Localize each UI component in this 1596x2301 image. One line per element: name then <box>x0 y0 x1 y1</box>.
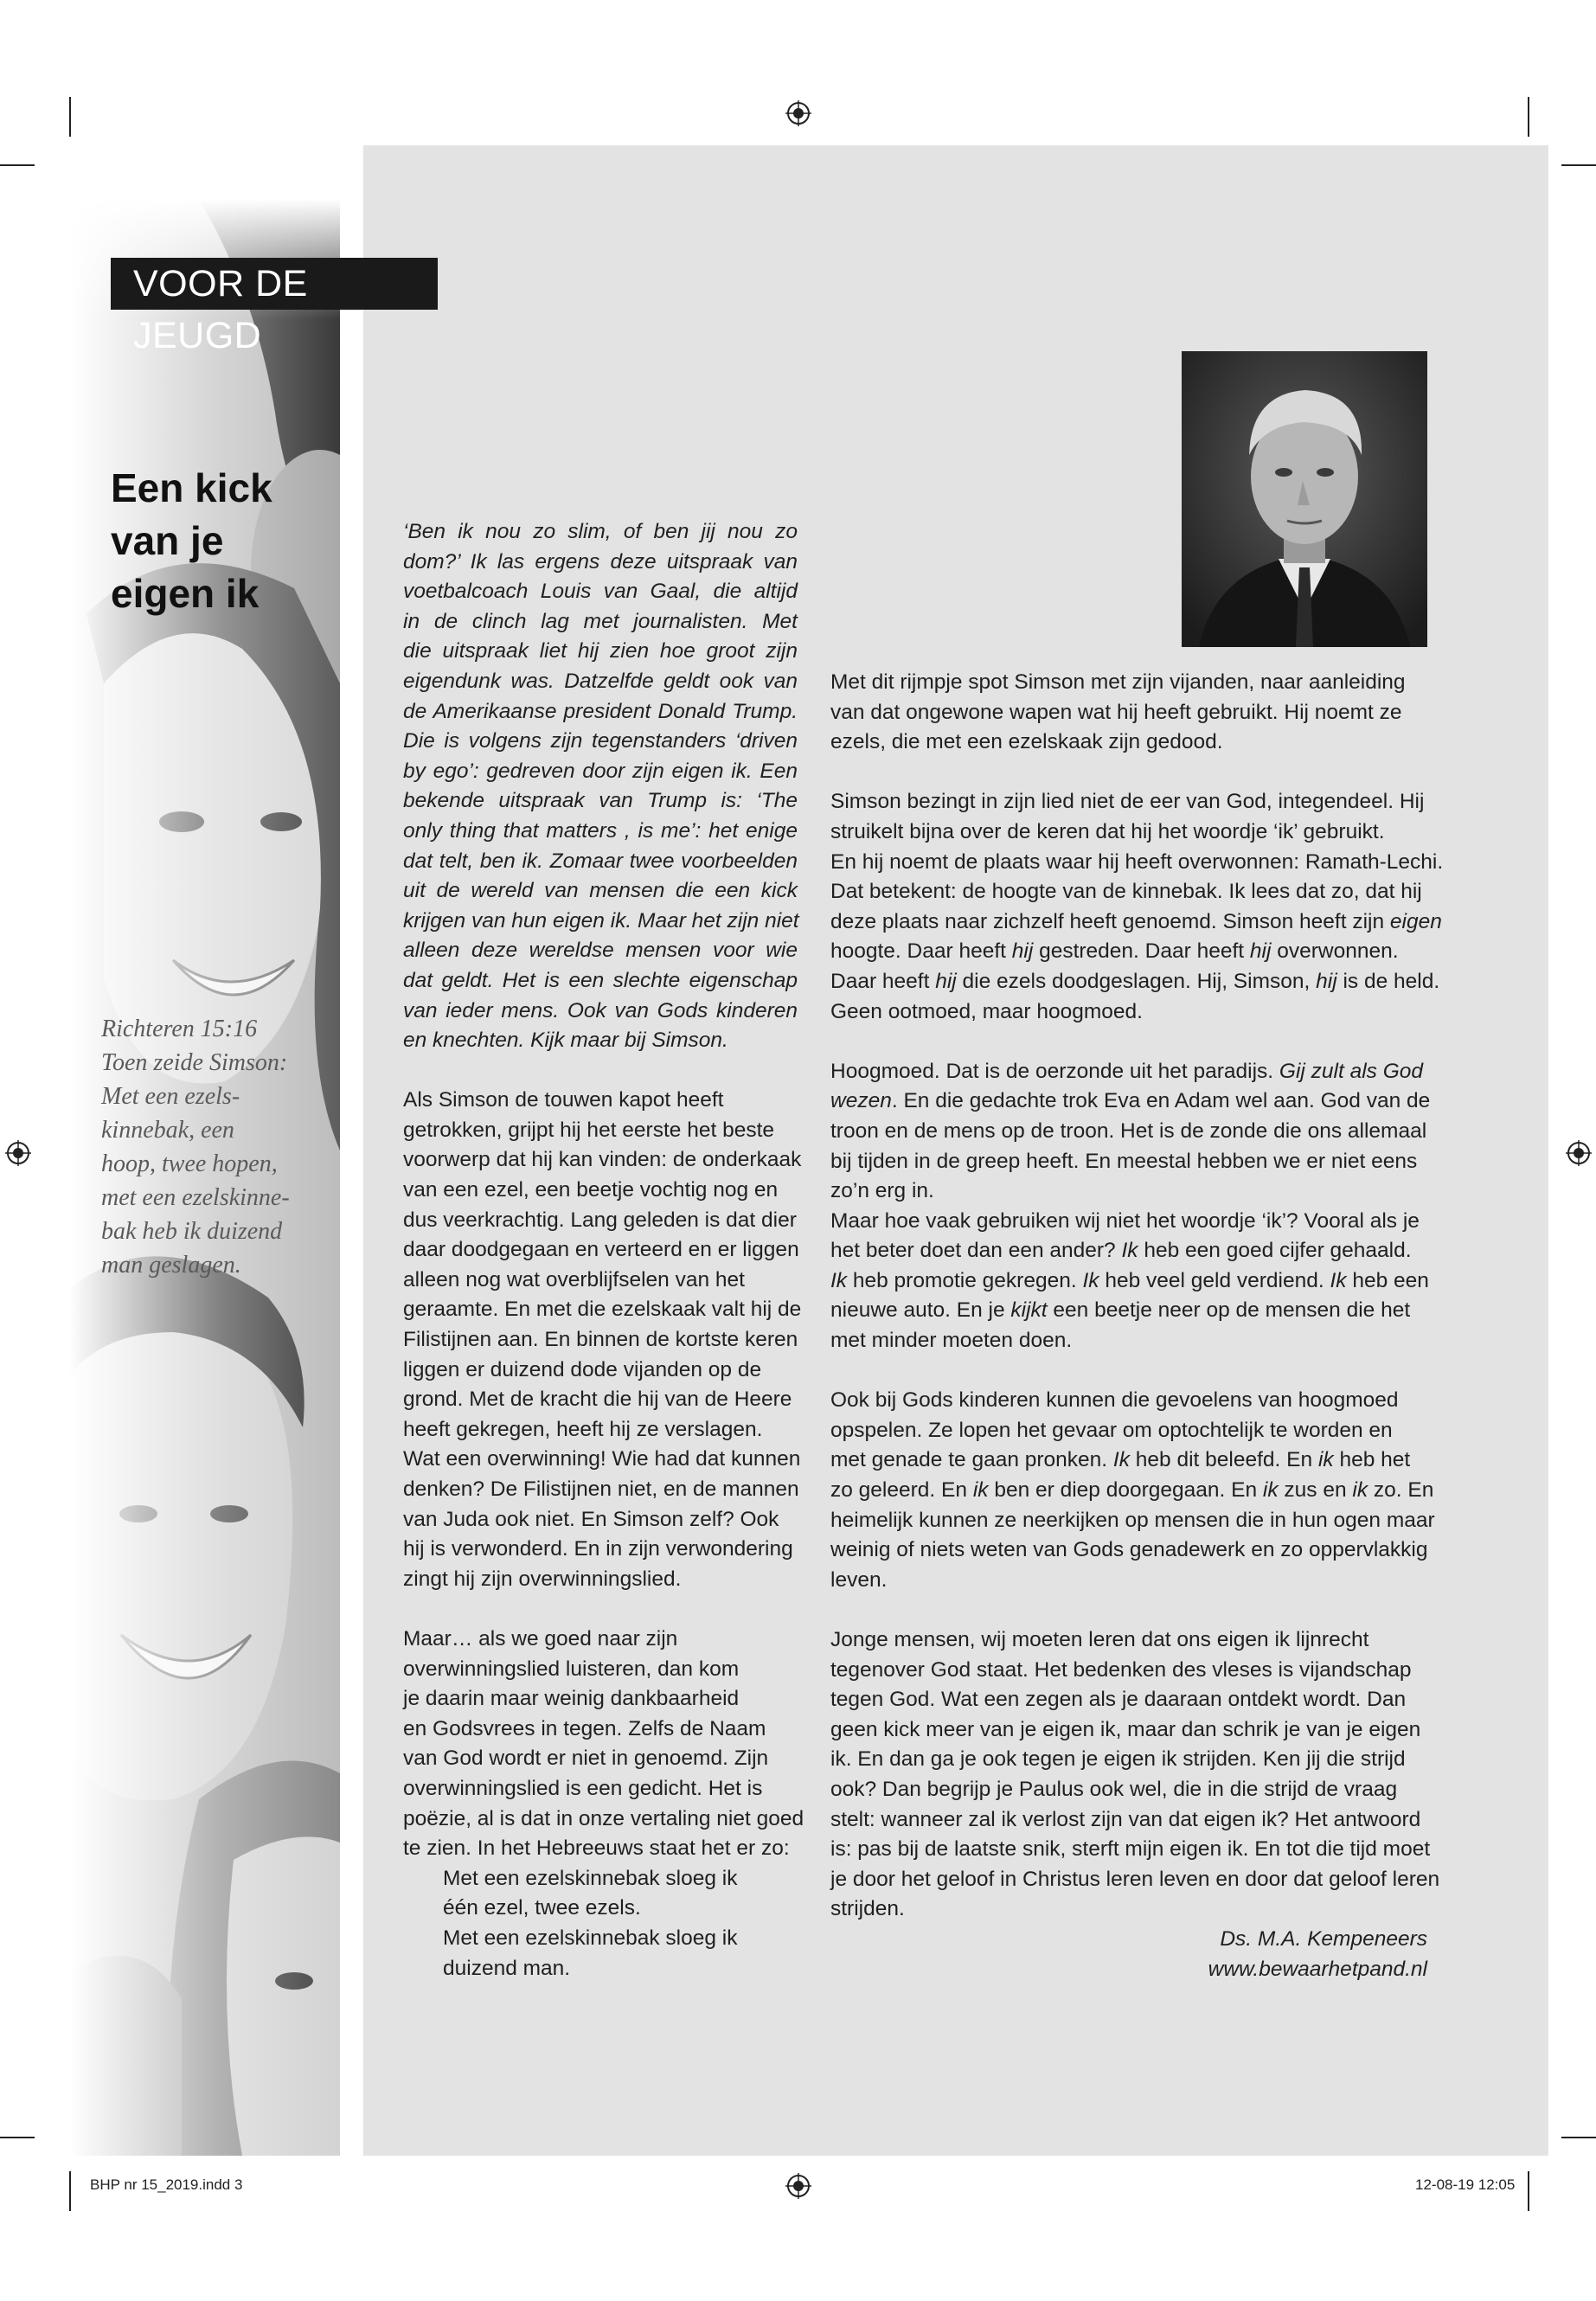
intro-line: de Amerikaanse president Donald Trump. <box>403 699 798 723</box>
text-line: zo’n erg in. <box>830 1179 934 1203</box>
registration-mark-icon <box>1566 1140 1592 1166</box>
paragraph <box>830 787 1444 1027</box>
text-line: denken? De Filistijnen niet, en de mannen <box>403 1477 799 1501</box>
text-line: strijden. <box>830 1897 905 1921</box>
text-line: voorwerp dat hij kan vinden: de onderkaak <box>403 1148 802 1172</box>
text-line: nieuwe auto. En je kijkt een beetje neer op de mensen die het <box>830 1298 1411 1323</box>
text-line: opspelen. Ze lopen het gevaar om optochtelijk te worden en <box>830 1418 1393 1442</box>
intro-line: dat geldt. Het is een slechte eigenschap <box>403 968 798 992</box>
article-column-1 <box>403 517 804 1984</box>
text-line: ook? Dan begrijp je Paulus ook wel, die in die strijd de vraag <box>830 1777 1398 1801</box>
text-line: heimelijk kunnen ze neerkijken op mensen die in hun ogen maar <box>830 1508 1435 1532</box>
text-line: liggen er duizend dode vijanden op de <box>403 1357 762 1381</box>
poem-line: duizend man. <box>443 1956 571 1980</box>
verse-line: Met een ezels- <box>101 1083 240 1110</box>
poem-line: één ezel, twee ezels. <box>443 1896 641 1920</box>
registration-mark-icon <box>785 2173 811 2199</box>
text-line: Hoogmoed. Dat is de oerzonde uit het paradijs. Gij zult als God <box>830 1059 1424 1083</box>
intro-line: in de clinch lag met journalisten. Met <box>403 609 798 633</box>
paragraph <box>403 1086 802 1594</box>
date-slug: 12-08-19 12:05 <box>1415 2176 1516 2193</box>
intro-line: Die is volgens zijn tegenstanders ‘driven <box>403 729 798 753</box>
intro-line: bekende uitspraak van Trump is: ‘The <box>403 789 798 813</box>
text-line: Dat betekent: de hoogte van de kinnebak. Ik lees dat zo, dat hij <box>830 880 1422 904</box>
intro-line: uit de wereld van mensen die een kick <box>403 879 798 903</box>
text-line: en Godsvrees in tegen. Zelfs de Naam <box>403 1716 766 1740</box>
crop-mark <box>69 2171 71 2211</box>
text-line: ik. En dan ga je ook tegen je eigen ik strijden. Ken jij die strijd <box>830 1747 1406 1772</box>
text-line: grond. Met de kracht die hij van de Heere <box>403 1388 792 1412</box>
intro-line: ‘Ben ik nou zo slim, of ben jij nou zo <box>403 520 798 543</box>
text-line: te zien. In het Hebreeuws staat het er zo: <box>403 1836 790 1861</box>
text-line: zingt hij zijn overwinningslied. <box>403 1567 682 1591</box>
text-line: weinig of niets weten van Gods genadewerk en zo oppervlakkig <box>830 1538 1428 1562</box>
paragraph <box>403 1625 804 1864</box>
intro-line: die uitspraak liet hij zien hoe groot zijn <box>403 639 798 663</box>
text-line: alleen nog wat overblijfselen van het <box>403 1267 745 1292</box>
section-label: VOOR DE JEUGD <box>111 258 438 310</box>
text-line: geen kick meer van je eigen ik, maar dan schrik je van je eigen <box>830 1717 1421 1741</box>
text-line: Met dit rijmpje spot Simson met zijn vijanden, naar aanleiding <box>830 670 1406 694</box>
article-title <box>111 462 301 620</box>
crop-mark <box>0 2137 35 2138</box>
text-line: Ik heb promotie gekregen. Ik heb veel geld verdiend. Ik heb een <box>830 1268 1429 1292</box>
text-line: Filistijnen aan. En binnen de kortste keren <box>403 1328 798 1352</box>
title-line: van je <box>111 518 224 563</box>
registration-mark-icon <box>5 1140 31 1166</box>
intro-line: only thing that matters , is me’: het enige <box>403 818 798 843</box>
file-slug: BHP nr 15_2019.indd 3 <box>90 2176 243 2193</box>
text-line: daar doodgegaan en verteerd en er liggen <box>403 1238 799 1262</box>
crop-mark <box>1528 97 1529 137</box>
intro-line: eigendunk was. Datzelfde geldt ook van <box>403 669 798 693</box>
text-line: met minder moeten doen. <box>830 1329 1073 1353</box>
bible-verse <box>101 1012 317 1282</box>
poem-line: Met een ezelskinnebak sloeg ik <box>443 1926 738 1950</box>
intro-line: krijgen van hun eigen ik. Maar het zijn niet <box>403 908 799 933</box>
intro-line: voetbalcoach Louis van Gaal, die altijd <box>403 580 798 604</box>
text-line: Simson bezingt in zijn lied niet de eer van God, integendeel. Hij <box>830 790 1425 814</box>
text-line: dus veerkrachtig. Lang geleden is dat dier <box>403 1208 797 1232</box>
intro-line: van ieder mens. Ook van Gods kinderen <box>403 998 798 1022</box>
paragraph <box>830 668 1427 758</box>
verse-line: bak heb ik duizend <box>101 1218 283 1245</box>
text-line: struikelt bijna over de keren dat hij het woordje ‘ik’ gebruikt. <box>830 819 1385 843</box>
intro-paragraph <box>403 517 798 1056</box>
intro-line: by ego’: gedreven door zijn eigen ik. Een <box>403 759 798 783</box>
crop-mark <box>69 97 71 137</box>
text-line: Daar heeft hij die ezels doodgeslagen. Hij, Simson, hij is de held. <box>830 969 1440 993</box>
text-line: hij is verwonderd. En in zijn verwondering <box>403 1537 793 1561</box>
text-line: Wat een overwinning! Wie had dat kunnen <box>403 1447 801 1471</box>
title-line: Een kick <box>111 465 272 510</box>
text-line: Maar… als we goed naar zijn <box>403 1626 678 1650</box>
author-name: Ds. M.A. Kempeneers <box>1220 1926 1427 1951</box>
intro-line: dom?’ Ik las ergens deze uitspraak van <box>403 549 798 574</box>
text-line: van God wordt er niet in genoemd. Zijn <box>403 1747 769 1771</box>
text-line: overwinningslied is een gedicht. Het is <box>403 1776 763 1800</box>
text-line: hoogte. Daar heeft hij gestreden. Daar heeft hij overwonnen. <box>830 939 1399 964</box>
text-line: stelt: wanneer zal ik verlost zijn van dat eigen ik? Het antwoord <box>830 1807 1421 1831</box>
paragraph <box>830 1386 1435 1595</box>
text-line: deze plaats naar zichzelf heeft genoemd. Simson heeft zijn eigen <box>830 909 1442 933</box>
registration-mark-icon <box>785 100 811 126</box>
text-line: heeft gekregen, heeft hij ze verslagen. <box>403 1417 763 1441</box>
text-line: Als Simson de touwen kapot heeft <box>403 1088 724 1112</box>
text-line: Jonge mensen, wij moeten leren dat ons eigen ik lijnrecht <box>830 1628 1369 1651</box>
text-line: met genade te gaan pronken. Ik heb dit beleefd. En ik heb het <box>830 1448 1411 1472</box>
text-line: tegen God. Wat een zegen als je daaraan ontdekt wordt. Dan <box>830 1688 1407 1712</box>
crop-mark <box>1561 164 1596 166</box>
article-column-2 <box>830 668 1444 1984</box>
text-line: bij tijden in de greep heeft. En meestal hebben we er niet eens <box>830 1149 1418 1173</box>
text-line: van een ezel, een beetje vochtig nog en <box>403 1178 779 1202</box>
crop-mark <box>0 164 35 166</box>
text-line: ezels, die met een ezelskaak zijn gedood. <box>830 730 1223 754</box>
intro-line: en knechten. Kijk maar bij Simson. <box>403 1029 728 1053</box>
poem-line: Met een ezelskinnebak sloeg ik <box>443 1866 738 1890</box>
verse-line: met een ezelskinne- <box>101 1184 290 1211</box>
intro-line: alleen deze wereldse mensen voor wie <box>403 939 798 963</box>
title-line: eigen ik <box>111 571 260 616</box>
author-portrait <box>1182 351 1427 647</box>
text-line: getrokken, grijpt hij het eerste het beste <box>403 1118 775 1142</box>
verse-line: Richteren 15:16 <box>101 1016 258 1042</box>
text-line: je door het geloof in Christus leren leven en door dat geloof leren <box>830 1867 1440 1891</box>
text-line: wezen. En die gedachte trok Eva en Adam wel aan. God van de <box>830 1089 1431 1113</box>
paragraph <box>830 1057 1431 1356</box>
text-line: is: pas bij de laatste snik, sterft mijn eigen ik. En tot die tijd moet <box>830 1837 1431 1862</box>
verse-line: Toen zeide Simson: <box>101 1049 288 1076</box>
verse-line: man geslagen. <box>101 1252 241 1279</box>
intro-line: dat telt, ben ik. Zomaar twee voorbeelden <box>403 849 798 873</box>
text-line: het beter doet dan een ander? Ik heb een goed cijfer gehaald. <box>830 1239 1412 1263</box>
poem <box>403 1864 798 1984</box>
verse-line: hoop, twee hopen, <box>101 1150 278 1177</box>
text-line: tegenover God staat. Het bedenken des vleses is vijandschap <box>830 1657 1412 1682</box>
text-line: van Juda ook niet. En Simson zelf? Ook <box>403 1507 779 1531</box>
text-line: Ook bij Gods kinderen kunnen die gevoelens van hoogmoed <box>830 1388 1399 1413</box>
text-line: En hij noemt de plaats waar hij heeft overwonnen: Ramath-Lechi. <box>830 849 1444 874</box>
text-line: overwinningslied luisteren, dan kom <box>403 1657 740 1681</box>
paragraph <box>830 1625 1440 1925</box>
crop-mark <box>1561 2137 1596 2138</box>
text-line: van dat ongewone wapen wat hij heeft gebruikt. Hij noemt ze <box>830 700 1402 724</box>
text-line: leven. <box>830 1567 888 1592</box>
text-line: Geen ootmoed, maar hoogmoed. <box>830 999 1143 1023</box>
text-line: troon en de mens op de troon. Het is de zonde die ons allemaal <box>830 1118 1427 1143</box>
text-line: poëzie, al is dat in onze vertaling niet goed <box>403 1806 804 1830</box>
author-website-link[interactable]: www.bewaarhetpand.nl <box>1208 1957 1427 1981</box>
text-line: je daarin maar weinig dankbaarheid <box>403 1687 740 1711</box>
text-line: geraamte. En met die ezelskaak valt hij de <box>403 1298 802 1322</box>
verse-line: kinnebak, een <box>101 1117 234 1144</box>
text-line: zo geleerd. En ik ben er diep doorgegaan. En ik zus en ik zo. En <box>830 1478 1434 1503</box>
crop-mark <box>1528 2171 1529 2211</box>
text-line: Maar hoe vaak gebruiken wij niet het woordje ‘ik’? Vooral als je <box>830 1208 1420 1233</box>
